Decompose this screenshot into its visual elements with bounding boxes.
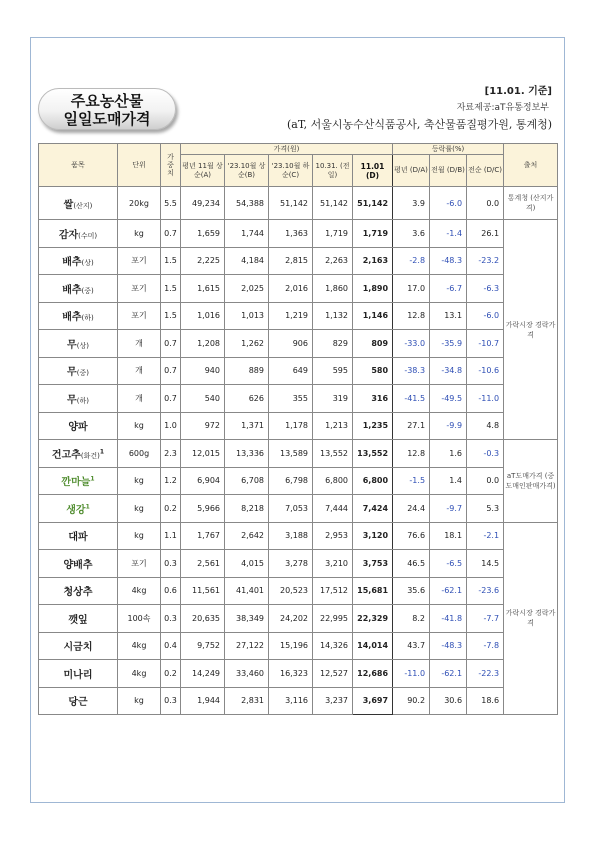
price-a-cell: 1,208 [181,330,225,358]
price-a-cell: 11,561 [181,577,225,605]
item-grade: (중) [81,286,94,295]
price-c-cell: 3,188 [269,522,313,550]
price-a-cell: 540 [181,385,225,413]
weight-cell: 1.5 [161,247,181,275]
item-name: 깻잎 [68,614,88,626]
item-name-cell [39,357,118,385]
weight-cell: 5.5 [161,187,181,220]
table-row [39,302,558,330]
item-name-cell [39,632,118,660]
unit-cell: 개 [118,330,161,358]
table-row [39,357,558,385]
price-b-cell: 1,371 [225,412,269,440]
item-name: 당근 [68,697,88,709]
table-row [39,522,558,550]
rate-da-cell: 12.8 [393,440,430,468]
item-name: 미나리 [63,669,93,681]
item-grade: (하) [81,314,94,323]
price-prev-cell: 1,860 [313,275,353,303]
weight-cell: 0.2 [161,495,181,523]
price-b-cell: 13,336 [225,440,269,468]
weight-cell: 0.7 [161,385,181,413]
header-rate-db: 전월 (D/B) [430,155,467,187]
price-a-cell: 1,944 [181,687,225,715]
price-current-cell: 15,681 [353,577,393,605]
price-b-cell: 2,025 [225,275,269,303]
header-price-group: 가격(원) [181,144,393,155]
price-current-cell: 14,014 [353,632,393,660]
reference-date: [11.01. 기준] [484,86,552,97]
header-weight-label: 가중치 [167,152,174,177]
rate-dc-cell: -10.6 [467,357,504,385]
rate-dc-cell: 26.1 [467,220,504,248]
price-b-cell: 626 [225,385,269,413]
unit-cell: 20kg [118,187,161,220]
price-c-cell: 649 [269,357,313,385]
rate-db-cell: 1.6 [430,440,467,468]
price-a-cell: 5,966 [181,495,225,523]
rate-db-cell: -62.1 [430,577,467,605]
price-prev-cell: 13,552 [313,440,353,468]
data-provider: 자료제공:aT유통정보부 [456,103,549,113]
rate-db-cell: -48.3 [430,247,467,275]
price-prev-cell: 14,326 [313,632,353,660]
header-col-b: '23.10월 상순(B) [225,155,269,187]
price-c-cell: 6,798 [269,467,313,495]
rate-db-cell: -34.8 [430,357,467,385]
header-col-c: '23.10월 하순(C) [269,155,313,187]
header-weight [161,144,181,187]
price-c-cell: 1,219 [269,302,313,330]
header-item: 품목 [39,144,118,187]
header-col-current-date: 11.01 [360,161,385,171]
item-name: 배추 [62,284,82,296]
unit-cell: 포기 [118,247,161,275]
rate-db-cell: 18.1 [430,522,467,550]
rate-dc-cell: -6.3 [467,275,504,303]
price-prev-cell: 22,995 [313,605,353,633]
item-name: 시금치 [63,642,93,654]
rate-da-cell: 43.7 [393,632,430,660]
price-a-cell: 2,561 [181,550,225,578]
item-name-cell [39,440,118,468]
price-b-cell: 54,388 [225,187,269,220]
item-grade: (상) [76,341,89,350]
table-row [39,605,558,633]
price-current-cell: 316 [353,385,393,413]
rate-da-cell: 76.6 [393,522,430,550]
item-footnote-mark: 1 [90,475,95,483]
weight-cell: 1.0 [161,412,181,440]
price-current-cell: 3,120 [353,522,393,550]
rate-dc-cell: -11.0 [467,385,504,413]
price-c-cell: 1,178 [269,412,313,440]
price-a-cell: 14,249 [181,660,225,688]
price-current-cell: 809 [353,330,393,358]
weight-cell: 0.3 [161,687,181,715]
rate-da-cell: 46.5 [393,550,430,578]
price-prev-cell: 829 [313,330,353,358]
price-current-cell: 6,800 [353,467,393,495]
table-row [39,632,558,660]
rate-da-cell: -1.5 [393,467,430,495]
price-b-cell: 4,184 [225,247,269,275]
price-c-cell: 20,523 [269,577,313,605]
header-col-current [353,155,393,187]
weight-cell: 0.2 [161,660,181,688]
header-col-a: 평년 11월 상순(A) [181,155,225,187]
price-a-cell: 9,752 [181,632,225,660]
header-unit: 단위 [118,144,161,187]
table-row [39,550,558,578]
item-grade: (중) [76,369,89,378]
weight-cell: 1.5 [161,275,181,303]
item-name-cell [39,605,118,633]
price-current-cell: 51,142 [353,187,393,220]
price-a-cell: 1,016 [181,302,225,330]
rate-dc-cell: -7.8 [467,632,504,660]
unit-cell: kg [118,467,161,495]
item-name-cell [39,302,118,330]
source-cell: 통계청 (산지가격) [504,187,558,220]
item-name-cell [39,385,118,413]
price-prev-cell: 17,512 [313,577,353,605]
price-prev-cell: 595 [313,357,353,385]
rate-da-cell: -2.8 [393,247,430,275]
item-name: 무 [67,394,77,406]
table-row [39,412,558,440]
weight-cell: 0.6 [161,577,181,605]
price-prev-cell: 319 [313,385,353,413]
table-row [39,187,558,220]
item-name: 무 [67,367,77,379]
weight-cell: 0.3 [161,605,181,633]
price-c-cell: 24,202 [269,605,313,633]
rate-da-cell: 3.6 [393,220,430,248]
rate-da-cell: 12.8 [393,302,430,330]
unit-cell: 포기 [118,275,161,303]
unit-cell: kg [118,522,161,550]
weight-cell: 0.7 [161,357,181,385]
rate-db-cell: -6.7 [430,275,467,303]
price-b-cell: 38,349 [225,605,269,633]
rate-dc-cell: -22.3 [467,660,504,688]
rate-dc-cell: 5.3 [467,495,504,523]
rate-db-cell: -35.9 [430,330,467,358]
price-b-cell: 33,460 [225,660,269,688]
price-c-cell: 906 [269,330,313,358]
item-name: 대파 [68,532,88,544]
item-name: 감자 [58,229,79,241]
price-table-body [39,187,558,715]
unit-cell: kg [118,495,161,523]
price-c-cell: 16,323 [269,660,313,688]
item-name-cell [39,275,118,303]
unit-cell: 4kg [118,660,161,688]
unit-cell: kg [118,220,161,248]
unit-cell: 포기 [118,550,161,578]
item-footnote-mark: 1 [99,448,105,456]
rate-db-cell: -1.4 [430,220,467,248]
rate-dc-cell: 14.5 [467,550,504,578]
price-a-cell: 2,225 [181,247,225,275]
price-b-cell: 41,401 [225,577,269,605]
price-c-cell: 15,196 [269,632,313,660]
page-title-badge [38,88,176,130]
item-name-cell [39,187,118,220]
table-row [39,275,558,303]
item-name: 배추 [62,312,82,324]
item-name: 쌀 [63,199,74,211]
rate-db-cell: -41.8 [430,605,467,633]
table-row [39,467,558,495]
unit-cell: 포기 [118,302,161,330]
item-footnote-mark: 1 [85,503,90,511]
item-name-cell [39,522,118,550]
rate-db-cell: -49.5 [430,385,467,413]
rate-da-cell: 90.2 [393,687,430,715]
price-a-cell: 1,767 [181,522,225,550]
header-source: 출처 [504,144,558,187]
price-a-cell: 6,904 [181,467,225,495]
price-b-cell: 27,122 [225,632,269,660]
weight-cell: 0.7 [161,220,181,248]
rate-da-cell: 8.2 [393,605,430,633]
price-current-cell: 7,424 [353,495,393,523]
price-table [38,143,558,715]
price-a-cell: 12,015 [181,440,225,468]
header-col-prev: 10.31. (전일) [313,155,353,187]
rate-da-cell: -38.3 [393,357,430,385]
item-grade: (수미) [78,231,98,240]
price-c-cell: 3,278 [269,550,313,578]
table-row [39,440,558,468]
rate-dc-cell: -23.6 [467,577,504,605]
item-name: 배추 [62,257,82,269]
price-current-cell: 13,552 [353,440,393,468]
price-c-cell: 2,016 [269,275,313,303]
price-b-cell: 2,831 [225,687,269,715]
item-name: 건고추 [51,449,81,461]
rate-da-cell: 35.6 [393,577,430,605]
price-current-cell: 580 [353,357,393,385]
price-prev-cell: 1,132 [313,302,353,330]
page-title-line2: 일일도매가격 [63,110,151,128]
price-a-cell: 1,615 [181,275,225,303]
rate-dc-cell: 0.0 [467,467,504,495]
data-sources: (aT, 서울시농수산식품공사, 축산물품질평가원, 통계청) [287,118,552,131]
price-prev-cell: 7,444 [313,495,353,523]
source-cell: aT도매가격 (중도매인판매가격) [504,440,558,523]
weight-cell: 2.3 [161,440,181,468]
rate-db-cell: -48.3 [430,632,467,660]
unit-cell: kg [118,687,161,715]
item-name-cell [39,687,118,715]
price-prev-cell: 12,527 [313,660,353,688]
price-a-cell: 20,635 [181,605,225,633]
rate-db-cell: -6.0 [430,187,467,220]
price-a-cell: 940 [181,357,225,385]
item-name: 무 [67,339,77,351]
price-b-cell: 6,708 [225,467,269,495]
price-b-cell: 1,744 [225,220,269,248]
price-prev-cell: 6,800 [313,467,353,495]
price-prev-cell: 2,263 [313,247,353,275]
unit-cell: kg [118,412,161,440]
rate-da-cell: -33.0 [393,330,430,358]
price-prev-cell: 1,213 [313,412,353,440]
rate-da-cell: -41.5 [393,385,430,413]
price-current-cell: 1,890 [353,275,393,303]
price-c-cell: 355 [269,385,313,413]
item-name: 깐마늘 [61,477,91,489]
rate-db-cell: -9.9 [430,412,467,440]
item-name-cell [39,412,118,440]
price-c-cell: 1,363 [269,220,313,248]
item-name: 생강 [66,504,86,516]
table-row [39,330,558,358]
table-row [39,577,558,605]
unit-cell: 4kg [118,577,161,605]
item-grade: (상) [81,259,94,268]
price-c-cell: 3,116 [269,687,313,715]
item-name-cell [39,330,118,358]
price-b-cell: 8,218 [225,495,269,523]
rate-dc-cell: -0.3 [467,440,504,468]
price-c-cell: 7,053 [269,495,313,523]
item-name: 양파 [68,422,88,434]
header-rate-group: 등락률(%) [393,144,504,155]
unit-cell: 4kg [118,632,161,660]
source-cell: 가락시장 경락가격 [504,522,558,715]
weight-cell: 1.1 [161,522,181,550]
weight-cell: 0.4 [161,632,181,660]
item-grade: (산지) [73,201,93,210]
item-name-cell [39,495,118,523]
header-col-current-code: (D) [365,170,380,180]
rate-dc-cell: 18.6 [467,687,504,715]
price-current-cell: 3,697 [353,687,393,715]
unit-cell: 100속 [118,605,161,633]
price-prev-cell: 1,719 [313,220,353,248]
unit-cell: 개 [118,357,161,385]
rate-da-cell: -11.0 [393,660,430,688]
price-current-cell: 2,163 [353,247,393,275]
rate-db-cell: 1.4 [430,467,467,495]
table-row [39,495,558,523]
rate-da-cell: 17.0 [393,275,430,303]
item-grade: (하) [76,396,89,405]
rate-da-cell: 3.9 [393,187,430,220]
price-a-cell: 1,659 [181,220,225,248]
rate-dc-cell: -7.7 [467,605,504,633]
price-current-cell: 1,146 [353,302,393,330]
price-c-cell: 51,142 [269,187,313,220]
rate-dc-cell: -23.2 [467,247,504,275]
price-prev-cell: 3,210 [313,550,353,578]
item-grade: (화건) [80,451,100,460]
table-row [39,247,558,275]
rate-da-cell: 24.4 [393,495,430,523]
unit-cell: 개 [118,385,161,413]
rate-db-cell: 30.6 [430,687,467,715]
price-prev-cell: 3,237 [313,687,353,715]
weight-cell: 1.5 [161,302,181,330]
rate-db-cell: -62.1 [430,660,467,688]
price-current-cell: 12,686 [353,660,393,688]
price-a-cell: 972 [181,412,225,440]
price-a-cell: 49,234 [181,187,225,220]
rate-db-cell: 13.1 [430,302,467,330]
table-row [39,385,558,413]
price-current-cell: 1,719 [353,220,393,248]
price-b-cell: 1,262 [225,330,269,358]
rate-dc-cell: 4.8 [467,412,504,440]
item-name: 청상추 [63,587,93,599]
rate-da-cell: 27.1 [393,412,430,440]
price-prev-cell: 51,142 [313,187,353,220]
item-name-cell [39,467,118,495]
weight-cell: 0.3 [161,550,181,578]
price-b-cell: 1,013 [225,302,269,330]
price-current-cell: 3,753 [353,550,393,578]
rate-dc-cell: 0.0 [467,187,504,220]
header-rate-da: 평년 (D/A) [393,155,430,187]
weight-cell: 0.7 [161,330,181,358]
weight-cell: 1.2 [161,467,181,495]
item-name-cell [39,660,118,688]
header-rate-dc: 전순 (D/C) [467,155,504,187]
table-row [39,687,558,715]
item-name-cell [39,550,118,578]
price-b-cell: 4,015 [225,550,269,578]
item-name-cell [39,220,118,248]
rate-db-cell: -6.5 [430,550,467,578]
price-b-cell: 889 [225,357,269,385]
item-name-cell [39,577,118,605]
rate-db-cell: -9.7 [430,495,467,523]
source-cell: 가락시장 경락가격 [504,220,558,440]
rate-dc-cell: -2.1 [467,522,504,550]
table-row [39,660,558,688]
item-name-cell [39,247,118,275]
table-row [39,220,558,248]
page-title-line1: 주요농산물 [70,92,144,110]
price-c-cell: 2,815 [269,247,313,275]
rate-dc-cell: -6.0 [467,302,504,330]
price-c-cell: 13,589 [269,440,313,468]
price-prev-cell: 2,953 [313,522,353,550]
unit-cell: 600g [118,440,161,468]
price-b-cell: 2,642 [225,522,269,550]
rate-dc-cell: -10.7 [467,330,504,358]
price-current-cell: 22,329 [353,605,393,633]
item-name: 양배추 [63,559,93,571]
price-current-cell: 1,235 [353,412,393,440]
